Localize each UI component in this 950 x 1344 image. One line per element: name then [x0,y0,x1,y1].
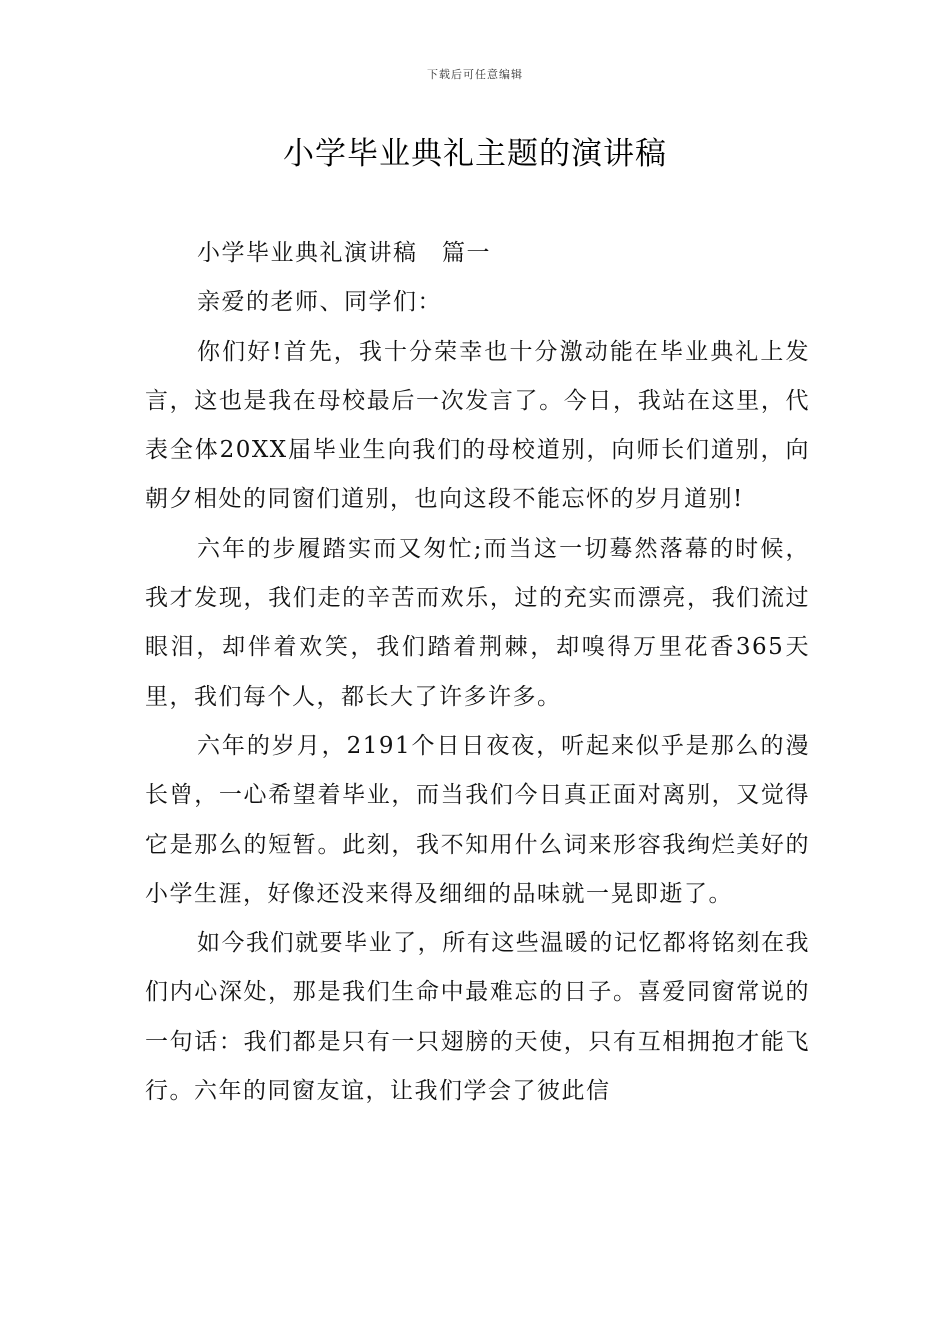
paragraph-1: 你们好!首先，我十分荣幸也十分激动能在毕业典礼上发言，这也是我在母校最后一次发言了。今日，我站在这里，代表全体20XX届毕业生向我们的母校道别，向师长们道别，向朝夕相处的同窗们道别，也向这段不能忘怀的岁月道别! [145,338,810,513]
greeting: 亲爱的老师、同学们： [197,289,442,316]
document-subtitle: 小学毕业典礼演讲稿 篇一 [197,240,491,266]
paragraph-3: 六年的岁月，2191个日日夜夜，听起来似乎是那么的漫长曾，一心希望着毕业，而当我们今日真正面对离别，又觉得它是那么的短暂。此刻，我不知用什么词来形容我绚烂美好的小学生涯，好像还没来得及细细的品味就一晃即逝了。 [145,732,810,907]
header-note: 下载后可任意编辑 [427,68,523,81]
document-title: 小学毕业典礼主题的演讲稿 [283,136,667,172]
document-body [145,229,810,1116]
paragraph-2: 六年的步履踏实而又匆忙;而当这一切蓦然落幕的时候，我才发现，我们走的辛苦而欢乐，过的充实而漂亮，我们流过眼泪，却伴着欢笑，我们踏着荆棘，却嗅得万里花香365天里，我们每个人，都长大了许多许多。 [145,535,810,710]
paragraph-4: 如今我们就要毕业了，所有这些温暖的记忆都将铭刻在我们内心深处，那是我们生命中最难忘的日子。喜爱同窗常说的一句话：我们都是只有一只翅膀的天使，只有互相拥抱才能飞行。六年的同窗友谊，让我们学会了彼此信 [145,930,810,1105]
